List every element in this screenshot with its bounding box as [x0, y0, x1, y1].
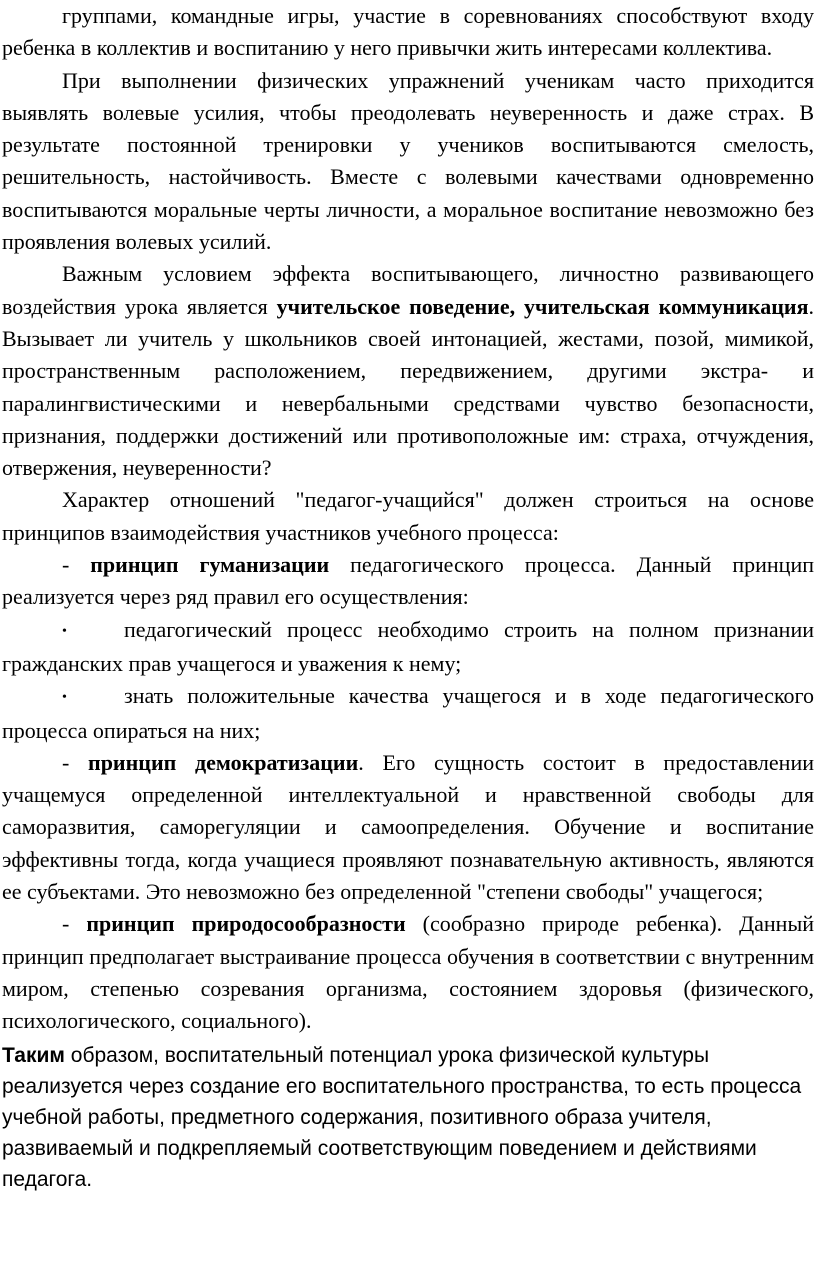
- bullet-mark: •: [62, 690, 67, 706]
- principle-humanization: [2, 549, 814, 614]
- principle-nature-conformity-dash: -: [62, 911, 87, 937]
- bullet-mark: •: [62, 623, 67, 639]
- bullet-item-civil-rights: [2, 614, 814, 681]
- bullet-item-text: знать положительные качества учащегося и в ходе педагогического процесса опираться на них;: [2, 683, 814, 743]
- bullet-item-positive-qualities: [2, 680, 814, 747]
- principle-democratization-text: . Его сущность состоит в предоставлении учащемуся определенной интеллектуальной и нравственной свободы для саморазвития, саморегуляции и самоопределения. Обучение и воспитание эффективны тогда, когда учащиеся проявляют познавательную активность, являются ее субъектами. Это невозможно без определенной "степени свободы" учащегося;: [2, 749, 814, 905]
- principle-nature-conformity: [2, 908, 814, 1037]
- teacher-behavior-text-before: Важным условием эффекта воспитывающего, личностно развивающего воздействия урока является: [2, 261, 814, 319]
- principle-nature-conformity-text: (сообразно природе ребенка). Данный принцип предполагает выстраивание процесса обучения в соответствии с внутренним миром, степенью созревания организма, состоянием здоровья (физического, психологического, социального).: [2, 911, 814, 1034]
- principle-democratization-dash: -: [62, 749, 89, 775]
- bullet-item-text: педагогический процесс необходимо строить на полном признании гражданских прав учащегося и уважения к нему;: [2, 616, 814, 676]
- principle-democratization-title: принцип демократизации: [88, 749, 359, 775]
- document-body: [2, 0, 814, 1195]
- paragraph-teacher-behavior: [2, 258, 814, 484]
- paragraph-volitional-efforts: При выполнении физических упражнений ученикам часто приходится выявлять волевые усилия, чтобы преодолевать неуверенность и даже страх. В результате постоянной тренировки у учеников воспитываются смелость, решительность, настойчивость. Вместе с волевыми качествами одновременно воспитываются моральные черты личности, а моральное воспитание невозможно без проявления волевых усилий.: [2, 67, 814, 255]
- paragraph-relationship-character: Характер отношений "педагог-учащийся" должен строиться на основе принципов взаимодействия участников учебного процесса:: [2, 487, 814, 545]
- teacher-behavior-bold: учительское поведение, учительская коммуникация: [276, 293, 809, 319]
- paragraph-intro-continuation: группами, командные игры, участие в соревнованиях способствуют входу ребенка в коллектив и воспитанию у него привычки жить интересами коллектива.: [2, 3, 814, 61]
- principle-nature-conformity-title: принцип природосообразности: [86, 911, 406, 937]
- principle-humanization-title: принцип гуманизации: [90, 552, 330, 578]
- paragraph-conclusion: [2, 1040, 814, 1195]
- conclusion-bold-word: Таким: [2, 1043, 65, 1067]
- principle-humanization-text: педагогического процесса. Данный принцип реализуется через ряд правил его осуществления:: [2, 552, 814, 610]
- conclusion-text: образом, воспитательный потенциал урока физической культуры реализуется через создание его воспитательного пространства, то есть процесса учебной работы, предметного содержания, позитивного образа учителя, развиваемый и подкрепляемый соответствующим поведением и действиями педагога.: [2, 1043, 802, 1191]
- teacher-behavior-text-after: . Вызывает ли учитель у школьников своей интонацией, жестами, позой, мимикой, пространственным расположением, передвижением, другими экстра- и паралингвистическими и невербальными средствами чувство безопасности, признания, поддержки достижений или противоположные им: страха, отчуждения, отвержения, неуверенности?: [2, 293, 814, 481]
- principle-humanization-dash: -: [62, 552, 91, 578]
- principle-democratization: [2, 747, 814, 908]
